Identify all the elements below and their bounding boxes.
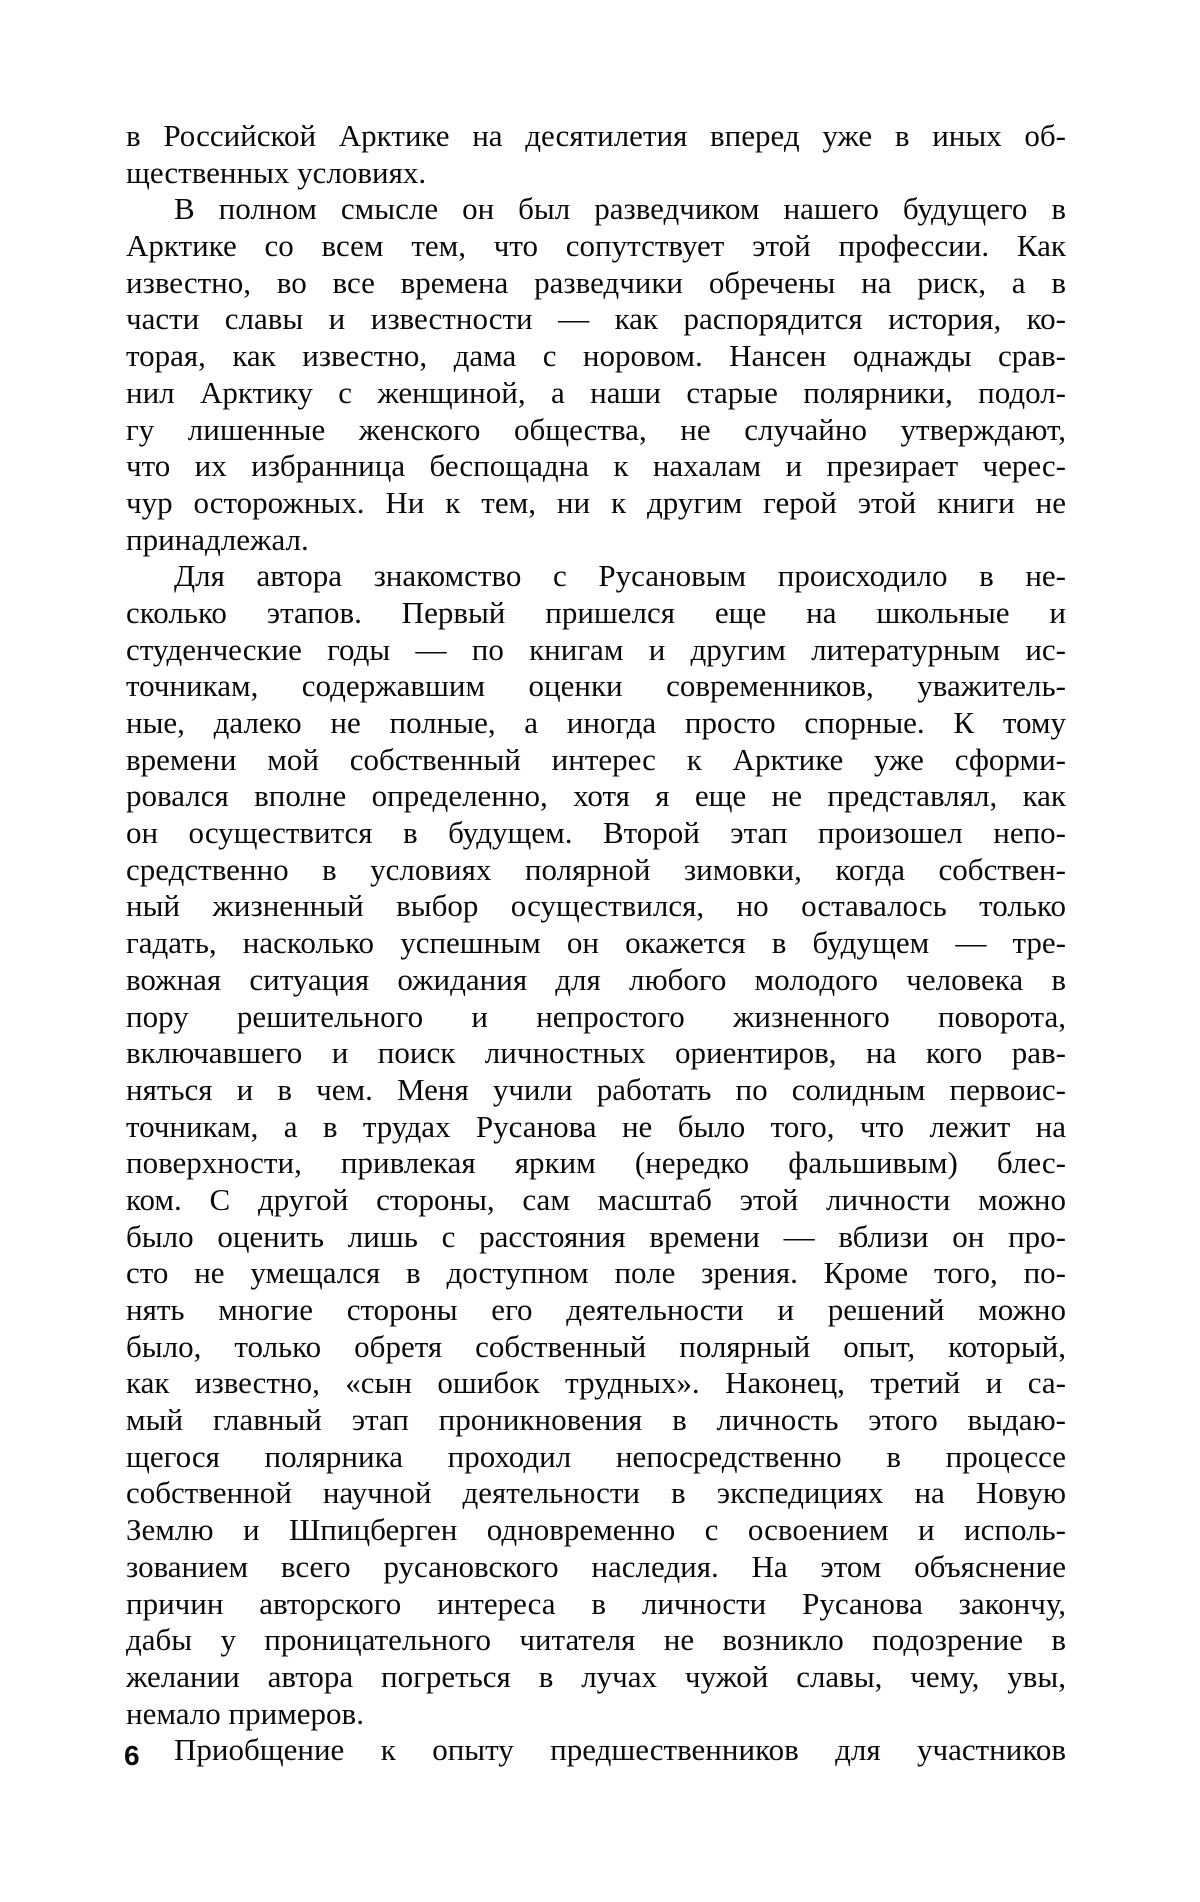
text-line: Для автора знакомство с Русановым происходило в не- <box>174 558 1066 594</box>
page-number: 6 <box>124 1740 140 1771</box>
text-line: он осуществится в будущем. Второй этап произошел непо- <box>126 815 1066 851</box>
text-line: Землю и Шпицберген одновременно с освоением и исполь- <box>126 1512 1066 1548</box>
text-line: чур осторожных. Ни к тем, ни к другим герой этой книги не <box>126 484 1066 520</box>
text-line: известно, во все времена разведчики обречены на риск, а в <box>126 264 1066 300</box>
text-line: в Российской Арктике на десятилетия вперед уже в иных об- <box>126 118 1066 153</box>
text-line: Приобщение к опыту предшественников для участников <box>174 1732 1066 1768</box>
text-line: причин авторского интереса в личности Русанова закончу, <box>126 1585 1066 1621</box>
text-line: гу лишенные женского общества, не случайно утверждают, <box>126 411 1066 447</box>
text-line: щегося полярника проходил непосредственно в процессе <box>126 1438 1066 1474</box>
text-line: было, только обретя собственный полярный опыт, который, <box>126 1328 1066 1364</box>
text-line: средственно в условиях полярной зимовки, когда собствен- <box>126 851 1066 887</box>
text-line: ком. С другой стороны, сам масштаб этой личности можно <box>126 1181 1066 1217</box>
text-line: части славы и известности — как распорядится история, ко- <box>126 301 1066 337</box>
body-text <box>126 118 1066 1769</box>
text-line: что их избранница беспощадна к нахалам и презирает черес- <box>126 448 1066 484</box>
text-line: няться и в чем. Меня учили работать по солидным первоис- <box>126 1071 1066 1107</box>
text-line: ные, далеко не полные, а иногда просто спорные. К тому <box>126 705 1066 740</box>
text-line: поверхности, привлекая ярким (нередко фальшивым) блес- <box>126 1145 1066 1181</box>
text-line: включавшего и поиск личностных ориентиров, на кого рав- <box>126 1035 1066 1071</box>
text-line: студенческие годы — по книгам и другим литературным ис- <box>126 631 1066 667</box>
text-line: немало примеров. <box>126 1695 364 1731</box>
text-line: нять многие стороны его деятельности и решений можно <box>126 1292 1066 1327</box>
text-line: щественных условиях. <box>126 154 427 190</box>
text-line: ровался вполне определенно, хотя я еще не представлял, как <box>126 778 1066 814</box>
text-line: мый главный этап проникновения в личность этого выдаю- <box>126 1402 1066 1438</box>
text-line: было оценить лишь с расстояния времени — вблизи он про- <box>126 1218 1066 1254</box>
text-line: принадлежал. <box>126 521 309 557</box>
text-line: сколько этапов. Первый пришелся еще на школьные и <box>126 594 1066 630</box>
text-line: точникам, содержавшим оценки современников, уважитель- <box>126 668 1066 704</box>
text-line: ный жизненный выбор осуществился, но оставалось только <box>126 888 1066 924</box>
text-line: гадать, насколько успешным он окажется в будущем — тре- <box>126 925 1066 961</box>
text-line: сто не умещался в доступном поле зрения. Кроме того, по- <box>126 1255 1066 1291</box>
text-line: как известно, «сын ошибок трудных». Наконец, третий и са- <box>126 1365 1066 1401</box>
text-line: торая, как известно, дама с норовом. Нансен однажды срав- <box>126 338 1066 374</box>
text-line: собственной научной деятельности в экспедициях на Новую <box>126 1475 1066 1511</box>
text-line: пору решительного и непростого жизненного поворота, <box>126 998 1066 1034</box>
text-line: зованием всего русановского наследия. На этом объяснение <box>126 1548 1066 1584</box>
text-line: дабы у проницательного читателя не возникло подозрение в <box>126 1622 1066 1658</box>
text-line: времени мой собственный интерес к Арктике уже сформи- <box>126 741 1066 777</box>
text-line: вожная ситуация ожидания для любого молодого человека в <box>126 961 1066 997</box>
text-line: В полном смысле он был разведчиком нашего будущего в <box>174 191 1066 227</box>
text-line: нил Арктику с женщиной, а наши старые полярники, подол- <box>126 374 1066 410</box>
text-line: Арктике со всем тем, что сопутствует этой профессии. Как <box>126 228 1066 264</box>
text-line: точникам, а в трудах Русанова не было того, что лежит на <box>126 1108 1066 1144</box>
text-line: желании автора погреться в лучах чужой славы, чему, увы, <box>126 1658 1066 1694</box>
